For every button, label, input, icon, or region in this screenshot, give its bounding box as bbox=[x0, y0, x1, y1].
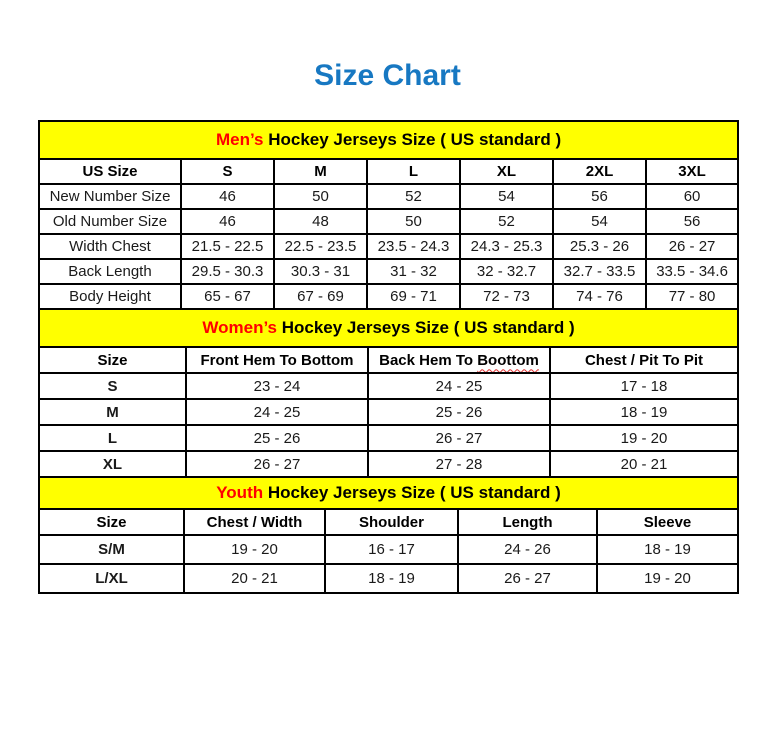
table-cell: 48 bbox=[274, 209, 367, 234]
table-cell: 60 bbox=[646, 184, 738, 209]
table-cell: 24 - 25 bbox=[368, 373, 550, 399]
mens-header-s: S bbox=[181, 159, 274, 184]
mens-header-row bbox=[39, 159, 738, 184]
row-label: Old Number Size bbox=[39, 209, 181, 234]
youth-header-sleeve: Sleeve bbox=[597, 509, 738, 535]
back-hem-prefix: Back Hem To bbox=[379, 351, 478, 369]
table-row bbox=[39, 425, 738, 451]
table-cell: 50 bbox=[367, 209, 460, 234]
womens-header-back-hem bbox=[368, 347, 550, 373]
table-cell: 46 bbox=[181, 184, 274, 209]
youth-size-table bbox=[38, 476, 739, 594]
table-row bbox=[39, 399, 738, 425]
mens-header-l: L bbox=[367, 159, 460, 184]
table-cell: 26 - 27 bbox=[186, 451, 368, 477]
youth-header-row bbox=[39, 509, 738, 535]
table-row bbox=[39, 259, 738, 284]
table-cell: 46 bbox=[181, 209, 274, 234]
row-label: Back Length bbox=[39, 259, 181, 284]
womens-header-chest: Chest / Pit To Pit bbox=[550, 347, 738, 373]
table-cell: 54 bbox=[460, 184, 553, 209]
table-cell: 74 - 76 bbox=[553, 284, 646, 309]
mens-section-band bbox=[39, 121, 738, 159]
table-cell: 56 bbox=[646, 209, 738, 234]
page-title: Size Chart bbox=[314, 59, 461, 92]
table-cell: 29.5 - 30.3 bbox=[181, 259, 274, 284]
table-row bbox=[39, 284, 738, 309]
youth-header-chest: Chest / Width bbox=[184, 509, 325, 535]
table-row bbox=[39, 564, 738, 593]
mens-section-title bbox=[39, 121, 738, 159]
table-cell: 24.3 - 25.3 bbox=[460, 234, 553, 259]
table-cell: 30.3 - 31 bbox=[274, 259, 367, 284]
row-label: L bbox=[39, 425, 186, 451]
table-cell: 27 - 28 bbox=[368, 451, 550, 477]
size-chart-page bbox=[38, 58, 737, 594]
misspelled-word: Boottom bbox=[477, 351, 539, 369]
table-cell: 69 - 71 bbox=[367, 284, 460, 309]
table-row bbox=[39, 234, 738, 259]
mens-size-table bbox=[38, 120, 739, 310]
table-cell: 20 - 21 bbox=[184, 564, 325, 593]
mens-section-title-highlight: Men’s bbox=[215, 130, 264, 149]
youth-section-title-highlight: Youth bbox=[216, 483, 264, 502]
womens-header-front-hem: Front Hem To Bottom bbox=[186, 347, 368, 373]
table-cell: 52 bbox=[460, 209, 553, 234]
table-row bbox=[39, 184, 738, 209]
table-cell: 23 - 24 bbox=[186, 373, 368, 399]
table-cell: 52 bbox=[367, 184, 460, 209]
mens-header-m: M bbox=[274, 159, 367, 184]
row-label: L/XL bbox=[39, 564, 184, 593]
womens-header-size: Size bbox=[39, 347, 186, 373]
womens-section-band bbox=[39, 309, 738, 347]
row-label: S bbox=[39, 373, 186, 399]
table-row bbox=[39, 535, 738, 564]
table-cell: 26 - 27 bbox=[368, 425, 550, 451]
womens-header-row bbox=[39, 347, 738, 373]
table-cell: 56 bbox=[553, 184, 646, 209]
table-cell: 16 - 17 bbox=[325, 535, 458, 564]
table-cell: 72 - 73 bbox=[460, 284, 553, 309]
table-cell: 18 - 19 bbox=[597, 535, 738, 564]
youth-header-length: Length bbox=[458, 509, 597, 535]
table-cell: 24 - 25 bbox=[186, 399, 368, 425]
table-cell: 54 bbox=[553, 209, 646, 234]
table-cell: 25 - 26 bbox=[186, 425, 368, 451]
womens-section-title-rest: Hockey Jerseys Size ( US standard ) bbox=[277, 318, 575, 337]
table-cell: 24 - 26 bbox=[458, 535, 597, 564]
table-cell: 18 - 19 bbox=[550, 399, 738, 425]
mens-header-us-size: US Size bbox=[39, 159, 181, 184]
table-cell: 50 bbox=[274, 184, 367, 209]
table-row bbox=[39, 451, 738, 477]
row-label: New Number Size bbox=[39, 184, 181, 209]
table-cell: 25 - 26 bbox=[368, 399, 550, 425]
table-cell: 19 - 20 bbox=[550, 425, 738, 451]
row-label: S/M bbox=[39, 535, 184, 564]
womens-section-title-highlight: Women’s bbox=[202, 318, 277, 337]
table-row bbox=[39, 373, 738, 399]
youth-section-band bbox=[39, 477, 738, 509]
table-cell: 26 - 27 bbox=[646, 234, 738, 259]
table-cell: 19 - 20 bbox=[184, 535, 325, 564]
mens-header-2xl: 2XL bbox=[553, 159, 646, 184]
table-cell: 21.5 - 22.5 bbox=[181, 234, 274, 259]
table-row bbox=[39, 209, 738, 234]
table-cell: 31 - 32 bbox=[367, 259, 460, 284]
mens-section-title-rest: Hockey Jerseys Size ( US standard ) bbox=[263, 130, 562, 149]
youth-section-title-rest: Hockey Jerseys Size ( US standard ) bbox=[263, 483, 561, 502]
row-label: XL bbox=[39, 451, 186, 477]
table-cell: 77 - 80 bbox=[646, 284, 738, 309]
womens-size-table bbox=[38, 308, 739, 478]
row-label: Width Chest bbox=[39, 234, 181, 259]
row-label: M bbox=[39, 399, 186, 425]
table-cell: 19 - 20 bbox=[597, 564, 738, 593]
table-cell: 32 - 32.7 bbox=[460, 259, 553, 284]
table-cell: 23.5 - 24.3 bbox=[367, 234, 460, 259]
womens-section-title bbox=[39, 309, 738, 347]
table-cell: 25.3 - 26 bbox=[553, 234, 646, 259]
table-cell: 26 - 27 bbox=[458, 564, 597, 593]
table-cell: 65 - 67 bbox=[181, 284, 274, 309]
table-cell: 17 - 18 bbox=[550, 373, 738, 399]
table-cell: 33.5 - 34.6 bbox=[646, 259, 738, 284]
table-cell: 32.7 - 33.5 bbox=[553, 259, 646, 284]
mens-header-xl: XL bbox=[460, 159, 553, 184]
youth-header-shoulder: Shoulder bbox=[325, 509, 458, 535]
table-cell: 20 - 21 bbox=[550, 451, 738, 477]
row-label: Body Height bbox=[39, 284, 181, 309]
mens-header-3xl: 3XL bbox=[646, 159, 738, 184]
table-cell: 67 - 69 bbox=[274, 284, 367, 309]
youth-section-title bbox=[39, 477, 738, 509]
table-cell: 18 - 19 bbox=[325, 564, 458, 593]
table-cell: 22.5 - 23.5 bbox=[274, 234, 367, 259]
youth-header-size: Size bbox=[39, 509, 184, 535]
title-table-spacer bbox=[38, 94, 737, 120]
